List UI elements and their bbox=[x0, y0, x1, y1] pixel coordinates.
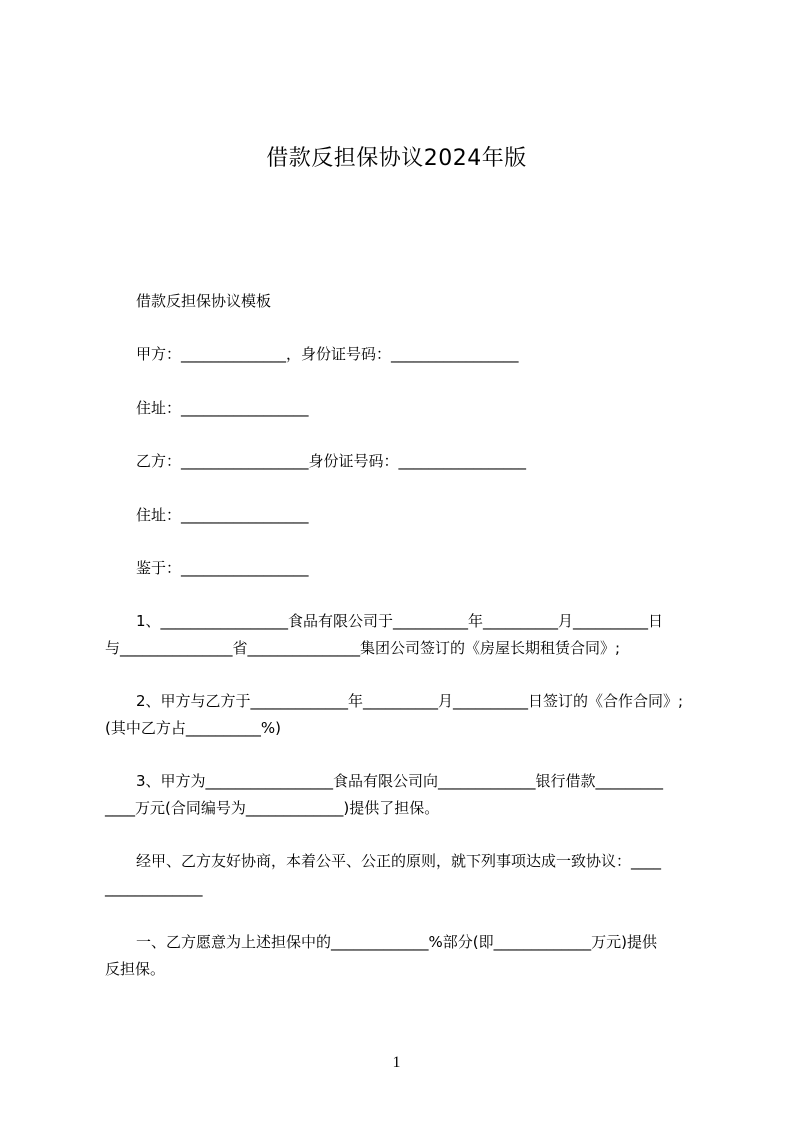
party-a-line: 甲方：______________，身份证号码：_________________ bbox=[136, 345, 519, 363]
agreement-line-2: _____________ bbox=[105, 879, 203, 897]
clause-2-line-1: 2、甲方与乙方于_____________年__________月__________日签订的《合作合同》; bbox=[136, 692, 684, 710]
clause-3-line-1: 3、甲方为_________________食品有限公司向_____________银行借款_________ bbox=[136, 772, 664, 790]
party-b-address-line: 住址：_________________ bbox=[136, 506, 309, 524]
subtitle-line: 借款反担保协议模板 bbox=[136, 292, 272, 310]
whereas-line: 鉴于：_________________ bbox=[136, 559, 309, 577]
agreement-line-1: 经甲、乙方友好协商，本着公平、公正的原则，就下列事项达成一致协议：____ bbox=[136, 852, 662, 870]
document-title: 借款反担保协议2024年版 bbox=[266, 146, 527, 171]
clause-1-line-2: 与_______________省_______________集团公司签订的《房屋长期租赁合同》; bbox=[105, 639, 621, 657]
party-b-line: 乙方：_________________身份证号码：_________________ bbox=[136, 452, 527, 470]
page-number: 1 bbox=[392, 1054, 401, 1071]
article-1-line-2: 反担保。 bbox=[105, 960, 166, 978]
clause-2-line-2: (其中乙方占__________%) bbox=[105, 719, 281, 737]
article-1-line-1: 一、乙方愿意为上述担保中的_____________%部分(即_____________万元)提供 bbox=[136, 933, 657, 951]
party-a-address-line: 住址：_________________ bbox=[136, 399, 309, 417]
clause-3-line-2: ____万元(合同编号为_____________)提供了担保。 bbox=[105, 799, 440, 817]
clause-1-line-1: 1、_________________食品有限公司于__________年__________月__________日 bbox=[136, 612, 664, 630]
